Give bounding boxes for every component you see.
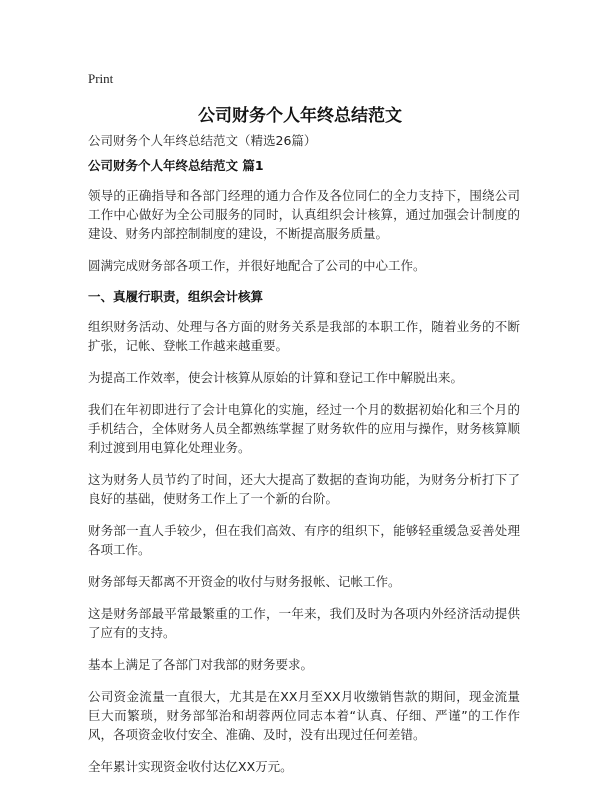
paragraph: 基本上满足了各部门对我部的财务要求。 xyxy=(88,657,314,672)
paragraph: 财务部每天都离不开资金的收付与财务报帐、记帐工作。 xyxy=(88,574,401,589)
paragraph: 组织财务活动、处理与各方面的财务关系是我部的本职工作，随着业务的不断扩张，记帐、登帐工作越来越重要。 xyxy=(88,319,520,353)
paragraph: 圆满完成财务部各项工作，并很好地配合了公司的中心工作。 xyxy=(88,258,426,273)
paragraph: 这是财务部最平常最繁重的工作，一年来，我们及时为各项内外经济活动提供了应有的支持。 xyxy=(88,606,520,640)
paragraph: 我们在年初即进行了会计电算化的实施，经过一个月的数据初始化和三个月的手机结合，全体财务人员全都熟练掌握了财务软件的应用与操作，财务核算顺利过渡到用电算化处理业务。 xyxy=(88,402,520,455)
paragraph: 公司资金流量一直很大，尤其是在XX月至XX月收缴销售款的期间，现金流量巨大而繁琐，财务部邹治和胡蓉两位同志本着“认真、仔细、严谨”的工作作风，各项资金收付安全、准确、及时，没有出现过任何差错。 xyxy=(88,689,520,742)
page-subtitle: 公司财务个人年终总结范文（精选26篇） xyxy=(88,133,317,148)
paragraph: 领导的正确指导和各部门经理的通力合作及各位同仁的全力支持下，围绕公司工作中心做好为全公司服务的同时，认真组织会计核算，通过加强会计制度的建设、财务内部控制制度的建设，不断提高服务质量。 xyxy=(88,188,520,241)
paragraph: 财务部一直人手较少，但在我们高效、有序的组织下，能够轻重缓急妥善处理各项工作。 xyxy=(88,523,520,557)
paragraph: 为提高工作效率，使会计核算从原始的计算和登记工作中解脱出来。 xyxy=(88,370,464,385)
article-body xyxy=(88,157,520,789)
paragraph: 全年累计实现资金收付达亿XX万元。 xyxy=(88,759,293,774)
print-link[interactable]: Print xyxy=(88,71,114,86)
section-heading: 一、真履行职责，组织会计核算 xyxy=(88,289,264,304)
page-title: 公司财务个人年终总结范文 xyxy=(198,106,402,126)
article-heading: 公司财务个人年终总结范文 篇1 xyxy=(88,158,264,173)
paragraph: 这为财务人员节约了时间，还大大提高了数据的查询功能，为财务分析打下了良好的基础，使财务工作上了一个新的台阶。 xyxy=(88,472,520,506)
